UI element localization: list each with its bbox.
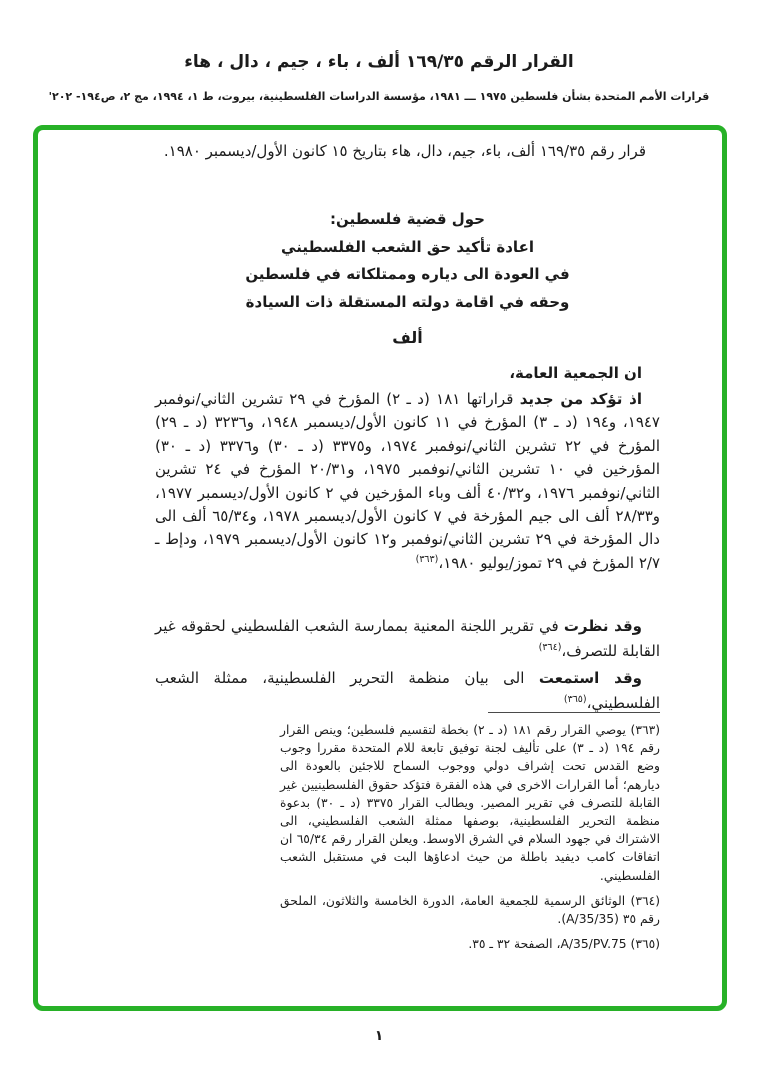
paragraph-having-heard: وقد استمعت الى بيان منظمة التحرير الفلسطينية، ممثلة الشعب الفلسطيني،$^{(٣٦٥)}$ xyxy=(155,669,660,712)
header-title: القرار الرقم ١٦٩/٣٥ ألف ، باء ، جيم ، دال ، هاء xyxy=(184,52,574,72)
footnotes xyxy=(280,721,660,953)
footnote-divider xyxy=(488,712,660,713)
paragraph-general-assembly: ان الجمعية العامة، xyxy=(509,364,642,382)
subject-line: حول قضية فلسطين: xyxy=(330,210,485,228)
footnote-364: (٣٦٤) الوثائق الرسمية للجمعية العامة، الدورة الخامسة والثلاثون، الملحق رقم ٣٥ (A/35/35). xyxy=(280,893,660,927)
paragraph-having-considered: وقد نظرت في تقرير اللجنة المعنية بممارسة الشعب الفلسطيني لحقوقه غير القابلة للتصرف،$^{(٣٦٤)}$ xyxy=(155,617,660,660)
subject-line: في العودة الى دياره وممتلكاته في فلسطين xyxy=(245,265,570,283)
section-heading-alef: ألف xyxy=(392,328,423,347)
paragraph-resolution-intro: قرار رقم ١٦٩/٣٥ ألف، باء، جيم، دال، هاء بتاريخ ١٥ كانون الأول/ديسمبر ١٩٨٠. xyxy=(163,142,646,160)
subject-heading xyxy=(155,206,660,316)
paragraph-reaffirming-resolutions: اذ تؤكد من جديد قراراتها ١٨١ (د ـ ٢) المؤرخ في ٢٩ تشرين الثاني/نوفمبر ١٩٤٧، و١٩٤ (د ـ ٣) المؤرخ في ١١ كانون الأول/ديسمبر ١٩٤٨، و٣٢٣٦ (د ـ ٢٩) المؤرخ في ٢٢ تشرين الثاني/نوفمبر ١٩٧٤، و٣٣٧٥ (د ـ ٣٠) و٣٣٧٦ (د ـ ٣٠) المؤرخين في ١٠ تشرين الثاني/نوفمبر ١٩٧٥، و٢٠/٣١ المؤرخ في ٢٤ تشرين الثاني/نوفمبر ١٩٧٦، و٤٠/٣٢ ألف وباء المؤرخين في ٢ كانون الأول/ديسمبر ١٩٧٧، و٢٨/٣٣ ألف الى جيم المؤرخة في ٧ كانون الأول/ديسمبر ١٩٧٨، و٦٥/٣٤ ألف الى دال المؤرخة في ٢٩ تشرين الثاني/نوفمبر و١٢ كانون الأول/ديسمبر ١٩٧٩، ودإط ـ ٢/٧ المؤرخ في ٢٩ تموز/يوليو ١٩٨٠،$^{(٣٦٣)}$ xyxy=(155,390,661,572)
page-number: ١ xyxy=(374,1028,384,1044)
header-source: قرارات الأمم المتحدة بشأن فلسطين ١٩٧٥ ـــ ١٩٨١، مؤسسة الدراسات الفلسطينية، بيروت، ط ١، ١٩٩٤، مج ٢، ص١٩٤- ٢٠٢' xyxy=(48,90,710,103)
footnote-363: (٣٦٣) يوصي القرار رقم ١٨١ (د ـ ٢) بخطة لتقسيم فلسطين؛ وينص القرار رقم ١٩٤ (د ـ ٣) على تأليف لجنة توفيق تابعة للام المتحدة مقررا وجوب وضع القدس تحت إشراف دولي ووجوب السماح للاجئين بالعودة الى ديارهم؛ أما القرارات الاخرى في هذه الفقرة فتؤكد حقوق الفلسطينيين غير القابلة للتصرف في تقرير المصير. ويطالب القرار ٣٣٧٥ (د ـ ٣٠) بدعوة منظمة التحرير الفلسطينية، بوصفها ممثلة الشعب الفلسطيني، الى الاشتراك في جهود السلام في الشرق الاوسط. ويعلن القرار رقم ٦٥/٣٤ ان اتفاقات كامب ديفيد باطلة من حيث ادعاؤها البت في مستقبل الشعب الفلسطيني. xyxy=(280,723,660,883)
subject-line: وحقه في اقامة دولته المستقلة ذات السيادة xyxy=(245,292,570,311)
subject-line: اعادة تأكيد حق الشعب الفلسطيني xyxy=(281,237,534,256)
footnote-365: (٣٦٥) A/35/PV.75، الصفحة ٣٢ ـ ٣٥. xyxy=(468,937,660,952)
